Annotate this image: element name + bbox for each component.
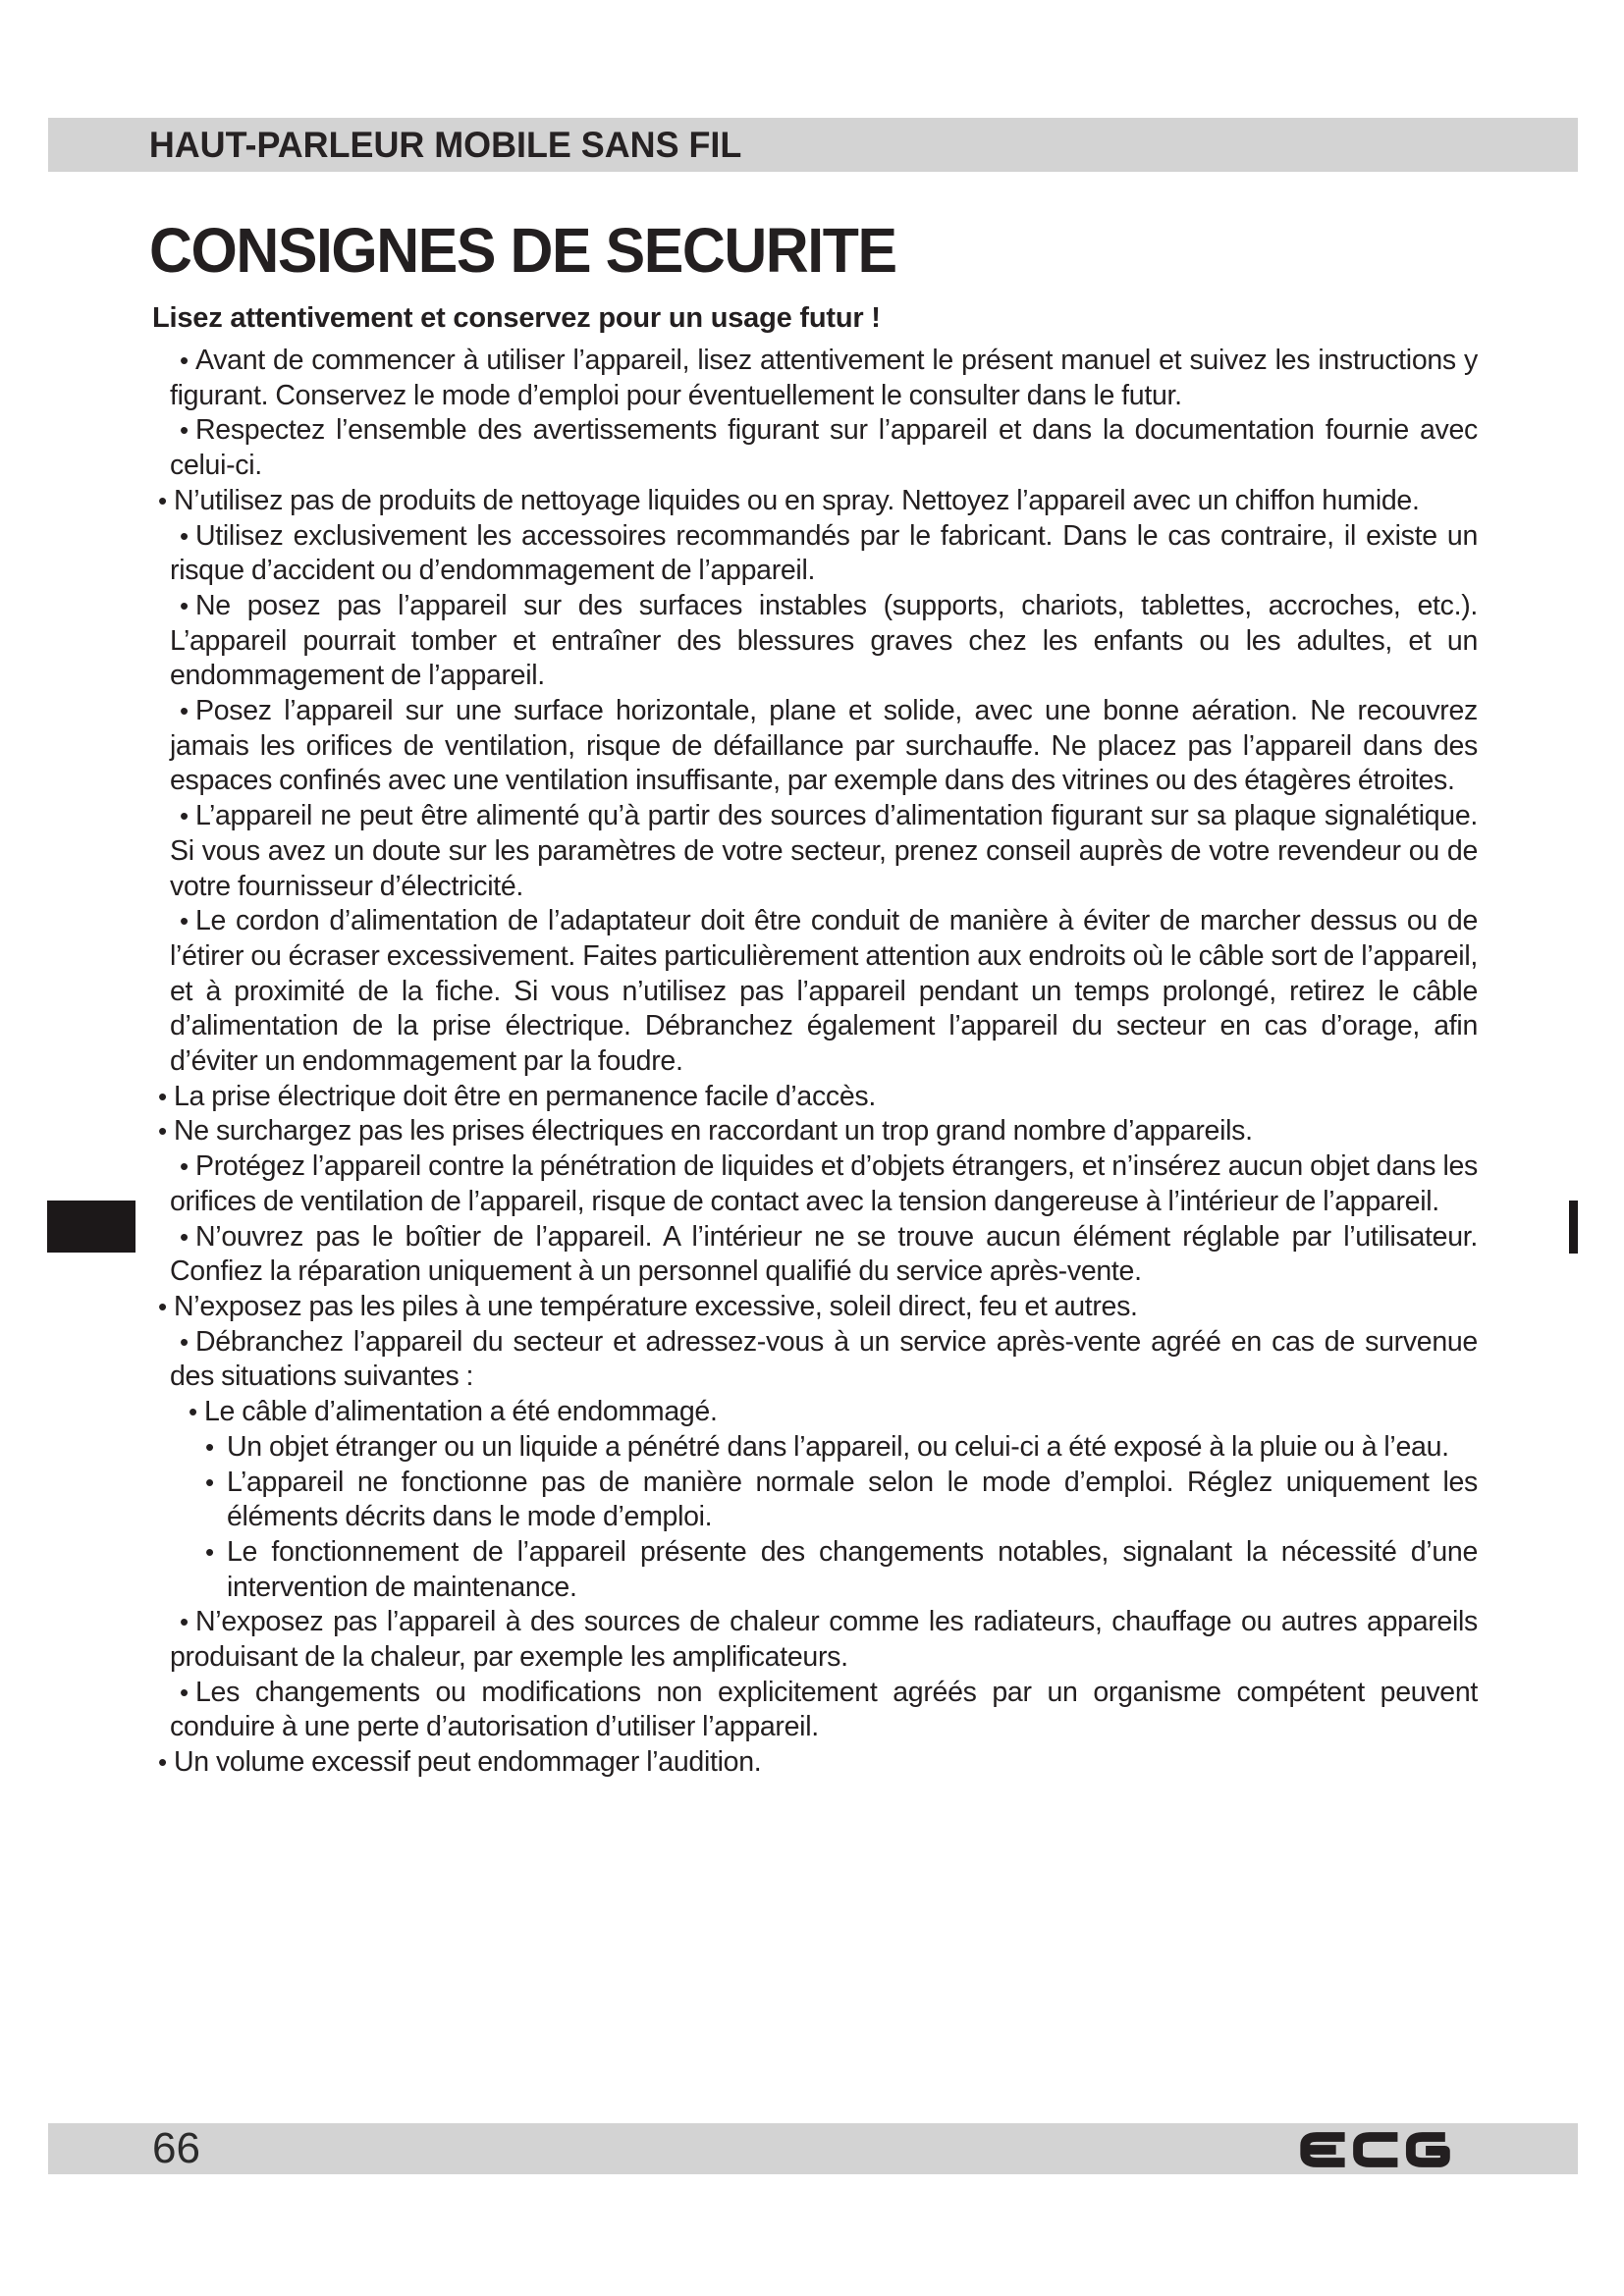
list-item: [152, 589, 1478, 694]
list-item: [152, 799, 1478, 904]
list-item-text: Le cordon d’alimentation de l’adaptateur doit être conduit de manière à éviter de marcher dessus ou de l’étirer ou écraser excessivement. Faites particulièrement attention aux endroits où le câble sort de l’appareil, et à proximité de la fiche. Si vous n’utilisez pas l’appareil pendant un temps prolongé, retirez le câble d’alimentation de la prise électrique. Débranchez également l’appareil du secteur en cas d’orage, afin d’éviter un endommagement par la foudre.: [170, 905, 1478, 1078]
list-item-text: Respectez l’ensemble des avertissements figurant sur l’appareil et dans la documentation fournie avec celui-ci.: [170, 414, 1478, 482]
product-title: HAUT-PARLEUR MOBILE SANS FIL: [148, 124, 742, 165]
list-item: [152, 694, 1478, 799]
list-item-text: Ne surchargez pas les prises électriques en raccordant un trop grand nombre d’appareils.: [174, 1115, 1253, 1148]
list-item-text: Utilisez exclusivement les accessoires recommandés par le fabricant. Dans le cas contraire, il existe un risque d’accident ou d’endommagement de l’appareil.: [170, 519, 1478, 587]
page-title: CONSIGNES DE SECURITE: [149, 215, 896, 286]
safety-list: [152, 344, 1478, 1781]
ecg-logo-letter-c: [1358, 2137, 1397, 2163]
list-item-text: N’exposez pas l’appareil à des sources de chaleur comme les radiateurs, chauffage ou autres appareils produisant de la chaleur, par exemple les amplificateurs.: [170, 1606, 1478, 1674]
section-edge-marker: [1569, 1201, 1578, 1254]
list-item-text: Avant de commencer à utiliser l’appareil, lisez attentivement le présent manuel et suivez les instructions y figurant. Conservez le mode d’emploi pour éventuellement le consulter dans le futur.: [170, 345, 1478, 411]
list-item: [203, 1466, 1478, 1535]
list-item-text: Ne posez pas l’appareil sur des surfaces instables (supports, chariots, tablettes, accroches, etc.). L’appareil pourrait tomber et entraîner des blessures graves chez les enfants ou les adultes, et un endommagement de l’appareil.: [170, 589, 1478, 692]
list-item: [152, 1325, 1478, 1395]
list-item: [152, 1149, 1478, 1219]
list-item: [152, 1290, 1478, 1325]
list-item: [152, 413, 1478, 483]
list-item: [152, 484, 1478, 519]
list-item: [203, 1430, 1478, 1466]
ecg-logo: [1299, 2131, 1452, 2168]
list-item-text: Le fonctionnement de l’appareil présente des changements notables, signalant la nécessité d’une intervention de maintenance.: [227, 1535, 1478, 1603]
list-item-text: L’appareil ne fonctionne pas de manière normale selon le mode d’emploi. Réglez uniquement les éléments décrits dans le mode d’emploi.: [227, 1466, 1478, 1533]
list-item: [152, 904, 1478, 1080]
list-item-text: Le câble d’alimentation a été endommagé.: [204, 1396, 718, 1428]
list-item: [152, 1114, 1478, 1149]
list-item: [152, 344, 1478, 413]
list-item: [152, 519, 1478, 589]
list-item-text: Posez l’appareil sur une surface horizontale, plane et solide, avec une bonne aération. Ne recouvrez jamais les orifices de ventilation, risque de défaillance par surchauffe. Ne placez pas l’appareil dans des espaces confinés avec une ventilation insuffisante, par exemple dans des vitrines ou des étagères étroites.: [170, 695, 1478, 797]
list-item: [152, 1676, 1478, 1745]
list-item-text: Un volume excessif peut endommager l’audition.: [174, 1746, 762, 1779]
list-item: [152, 1745, 1478, 1781]
ecg-logo-letter-g: [1411, 2137, 1445, 2163]
list-item-text: Les changements ou modifications non explicitement agréés par un organisme compétent peuvent conduire à une perte d’autorisation d’utiliser l’appareil.: [170, 1676, 1478, 1743]
list-item-text: La prise électrique doit être en permanence facile d’accès.: [174, 1080, 876, 1112]
list-item: [152, 1220, 1478, 1290]
footer-bar: [48, 2123, 1578, 2174]
list-item: [152, 1080, 1478, 1115]
page-number: 66: [152, 2124, 200, 2172]
list-item: [152, 1605, 1478, 1675]
list-item-text: Un objet étranger ou un liquide a pénétré dans l’appareil, ou celui-ci a été exposé à la pluie ou à l’eau.: [227, 1430, 1449, 1463]
list-item-text: Débranchez l’appareil du secteur et adressez-vous à un service après-vente agréé en cas de survenue des situations suivantes :: [170, 1325, 1478, 1393]
list-item-text: N’exposez pas les piles à une température excessive, soleil direct, feu et autres.: [174, 1290, 1138, 1322]
page-subtitle: Lisez attentivement et conservez pour un usage futur !: [152, 302, 881, 334]
section-thumb-marker: [47, 1201, 135, 1253]
list-item-text: N’ouvrez pas le boîtier de l’appareil. A l’intérieur ne se trouve aucun élément réglable par l’utilisateur. Confiez la réparation uniquement à un personnel qualifié du service après-vente.: [170, 1220, 1478, 1288]
list-item: [203, 1535, 1478, 1605]
list-item-text: Protégez l’appareil contre la pénétration de liquides et d’objets étrangers, et n’insérez aucun objet dans les orifices de ventilation de l’appareil, risque de contact avec la tension dangereuse à l’intérieur de l’appareil.: [170, 1150, 1478, 1217]
list-item-text: N’utilisez pas de produits de nettoyage liquides ou en spray. Nettoyez l’appareil avec un chiffon humide.: [174, 484, 1420, 516]
header-bar: [48, 118, 1578, 172]
list-item: [187, 1395, 1478, 1430]
list-item-text: L’appareil ne peut être alimenté qu’à partir des sources d’alimentation figurant sur sa plaque signalétique. Si vous avez un doute sur les paramètres de votre secteur, prenez conseil auprès de votre revendeur ou de votre fournisseur d’électricité.: [170, 800, 1478, 902]
